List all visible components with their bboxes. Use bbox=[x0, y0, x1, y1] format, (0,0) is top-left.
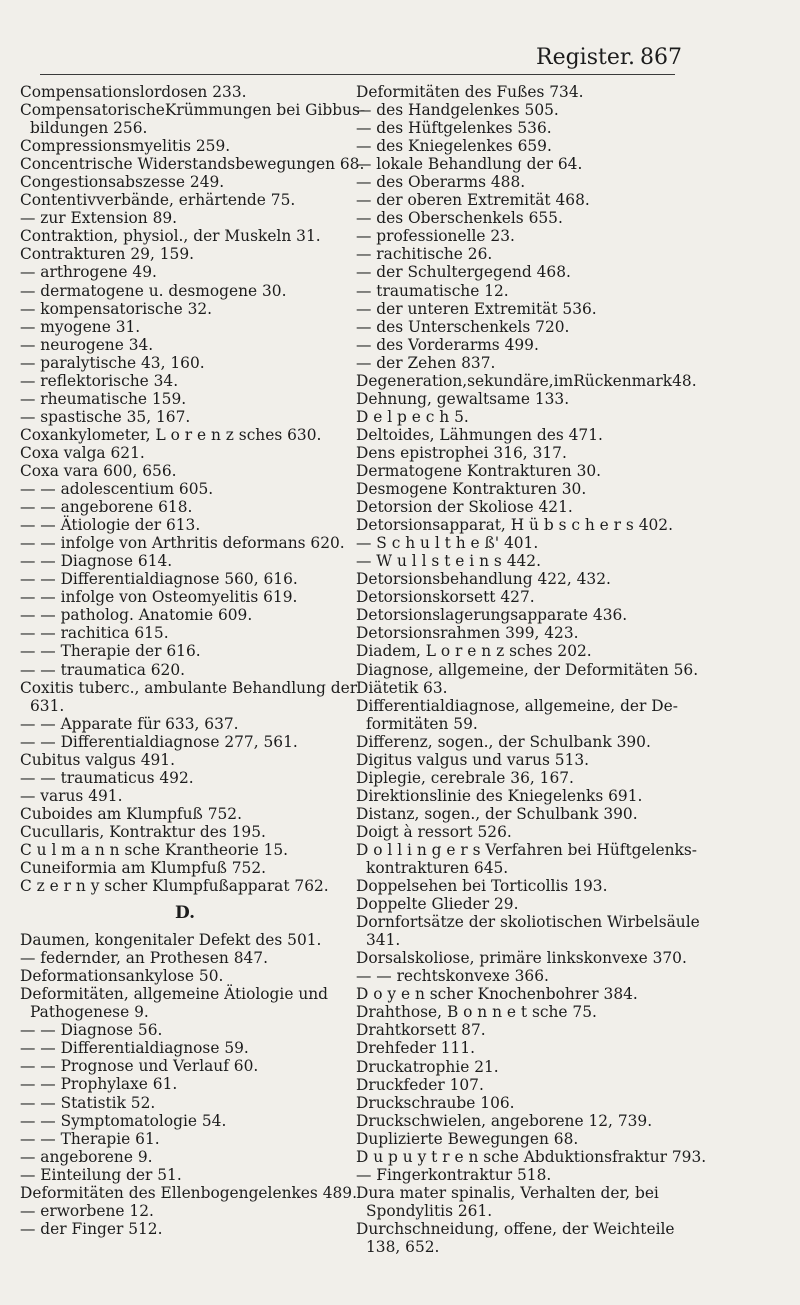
index-entry: Detorsionsrahmen 399, 423. bbox=[356, 624, 579, 643]
index-entry: Differentialdiagnose, allgemeine, der De- bbox=[356, 696, 678, 715]
index-entry: Doppelsehen bei Torticollis 193. bbox=[356, 877, 608, 896]
index-entry: — der Zehen 837. bbox=[356, 353, 496, 372]
index-entry: — des Handgelenkes 505. bbox=[356, 101, 559, 120]
index-entry: Diplegie, cerebrale 36, 167. bbox=[356, 768, 574, 787]
index-entry: 341. bbox=[366, 931, 401, 950]
index-entry: — lokale Behandlung der 64. bbox=[356, 155, 583, 174]
index-entry: — rachitische 26. bbox=[356, 245, 493, 264]
index-entry: Degeneration,sekundäre,imRückenmark48. bbox=[356, 371, 697, 390]
index-entry: — angeborene 9. bbox=[20, 1147, 153, 1166]
index-entry: — erworbene 12. bbox=[20, 1201, 154, 1220]
index-entry: Durchschneidung, offene, der Weichteile bbox=[356, 1219, 675, 1238]
index-entry: — — patholog. Anatomie 609. bbox=[20, 606, 253, 625]
index-entry: — — Ätiologie der 613. bbox=[20, 516, 201, 535]
index-entry: — paralytische 43, 160. bbox=[20, 353, 205, 372]
index-entry: — W u l l s t e i n s 442. bbox=[356, 552, 541, 571]
index-entry: Cuboides am Klumpfuß 752. bbox=[20, 804, 242, 823]
index-entry: Drahtkorsett 87. bbox=[356, 1021, 486, 1040]
index-entry: Differenz, sogen., der Schulbank 390. bbox=[356, 732, 651, 751]
index-entry: Concentrische Widerstandsbewegungen 68. bbox=[20, 155, 365, 174]
index-entry: — — Prophylaxe 61. bbox=[20, 1075, 178, 1094]
index-entry: — des Oberarms 488. bbox=[356, 173, 526, 192]
index-entry: Desmogene Kontrakturen 30. bbox=[356, 480, 587, 499]
index-entry: — — Symptomatologie 54. bbox=[20, 1111, 227, 1130]
index-entry: Coxa valga 621. bbox=[20, 443, 145, 462]
index-entry: Doppelte Glieder 29. bbox=[356, 895, 519, 914]
index-entry: D e l p e c h 5. bbox=[356, 407, 469, 426]
index-entry: Detorsion der Skoliose 421. bbox=[356, 498, 573, 517]
index-entry: Cucullaris, Kontraktur des 195. bbox=[20, 822, 266, 841]
index-entry: kontrakturen 645. bbox=[366, 859, 509, 878]
index-entry: — myogene 31. bbox=[20, 317, 141, 336]
index-entry: — — Diagnose 614. bbox=[20, 552, 173, 571]
index-entry: — der unteren Extremität 536. bbox=[356, 299, 597, 318]
index-entry: D o l l i n g e r s Verfahren bei Hüftgelenks- bbox=[356, 840, 697, 859]
index-entries-d bbox=[20, 931, 357, 1238]
index-entry: — — Therapie 61. bbox=[20, 1129, 160, 1148]
header-rule bbox=[40, 74, 675, 75]
index-entry: — rheumatische 159. bbox=[20, 389, 187, 408]
index-entry: Deformationsankylose 50. bbox=[20, 967, 224, 986]
page-number: 867 bbox=[640, 45, 682, 70]
index-entries-c bbox=[20, 83, 366, 896]
index-entry: Deformitäten, allgemeine Ätiologie und bbox=[20, 985, 329, 1004]
index-entry: Congestionsabszesse 249. bbox=[20, 173, 225, 192]
index-entry: Dornfortsätze der skoliotischen Wirbelsäule bbox=[356, 913, 700, 932]
index-entry: — — infolge von Arthritis deformans 620. bbox=[20, 534, 345, 553]
index-entry: 631. bbox=[30, 696, 65, 715]
index-entry: Compressionsmyelitis 259. bbox=[20, 137, 231, 156]
index-entry: CompensatorischeKrümmungen bei Gibbus- bbox=[20, 101, 366, 120]
index-entry: Druckschraube 106. bbox=[356, 1093, 515, 1112]
index-entry: — — traumatica 620. bbox=[20, 660, 186, 679]
index-entry: Drehfeder 111. bbox=[356, 1039, 475, 1058]
index-entry: — S c h u l t h e ß' 401. bbox=[356, 534, 539, 553]
index-entry: — des Kniegelenkes 659. bbox=[356, 137, 552, 156]
index-entry: Coxankylometer, L o r e n z sches 630. bbox=[20, 425, 322, 444]
index-entry: — traumatische 12. bbox=[356, 281, 509, 300]
index-entry: — — Apparate für 633, 637. bbox=[20, 714, 239, 733]
index-entry: Detorsionsbehandlung 422, 432. bbox=[356, 570, 611, 589]
index-entry: — — Therapie der 616. bbox=[20, 642, 201, 661]
index-entry: Diätetik 63. bbox=[356, 678, 448, 697]
index-entry: — — Differentialdiagnose 560, 616. bbox=[20, 570, 298, 589]
index-entry: — reflektorische 34. bbox=[20, 371, 179, 390]
index-entry: Diagnose, allgemeine, der Deformitäten 56. bbox=[356, 660, 699, 679]
index-entry: D o y e n scher Knochenbohrer 384. bbox=[356, 985, 638, 1004]
index-entry: Detorsionslagerungsapparate 436. bbox=[356, 606, 628, 625]
index-entry: Contraktion, physiol., der Muskeln 31. bbox=[20, 227, 321, 246]
index-entry: — — Differentialdiagnose 277, 561. bbox=[20, 732, 298, 751]
index-entry: Deltoides, Lähmungen des 471. bbox=[356, 425, 603, 444]
index-column-left bbox=[20, 83, 366, 1238]
index-entry: Doigt à ressort 526. bbox=[356, 822, 512, 841]
index-entry: Deformitäten des Fußes 734. bbox=[356, 83, 584, 101]
index-entry: — — adolescentium 605. bbox=[20, 480, 214, 499]
index-entry: Daumen, kongenitaler Defekt des 501. bbox=[20, 931, 322, 950]
index-entries-d-continued bbox=[356, 83, 707, 1256]
index-entry: Druckfeder 107. bbox=[356, 1075, 484, 1094]
index-entry: — — Statistik 52. bbox=[20, 1093, 156, 1112]
index-entry: — — rechtskonvexe 366. bbox=[356, 967, 549, 986]
index-entry: — der Schultergegend 468. bbox=[356, 263, 571, 282]
index-entry: Coxa vara 600, 656. bbox=[20, 461, 177, 480]
running-title: Register. bbox=[536, 45, 635, 70]
index-entry: — federnder, an Prothesen 847. bbox=[20, 949, 268, 968]
index-entry: Dermatogene Kontrakturen 30. bbox=[356, 461, 602, 480]
index-entry: — des Hüftgelenkes 536. bbox=[356, 119, 552, 138]
index-entry: — — traumaticus 492. bbox=[20, 768, 194, 787]
index-entry: Coxitis tuberc., ambulante Behandlung der bbox=[20, 678, 358, 697]
index-entry: Distanz, sogen., der Schulbank 390. bbox=[356, 804, 638, 823]
index-entry: Cuneiformia am Klumpfuß 752. bbox=[20, 859, 267, 878]
index-entry: — der Finger 512. bbox=[20, 1219, 163, 1238]
index-entry: Direktionslinie des Kniegelenks 691. bbox=[356, 786, 643, 805]
index-entry: D u p u y t r e n sche Abduktionsfraktur 793. bbox=[356, 1147, 707, 1166]
index-entry: Dura mater spinalis, Verhalten der, bei bbox=[356, 1183, 659, 1202]
page-header bbox=[0, 0, 800, 80]
index-entry: C z e r n y scher Klumpfußapparat 762. bbox=[20, 877, 329, 896]
index-entry: — kompensatorische 32. bbox=[20, 299, 213, 318]
index-entry: Druckschwielen, angeborene 12, 739. bbox=[356, 1111, 653, 1130]
index-entry: — — Prognose und Verlauf 60. bbox=[20, 1057, 259, 1076]
index-entry: Dehnung, gewaltsame 133. bbox=[356, 389, 570, 408]
index-entry: — der oberen Extremität 468. bbox=[356, 191, 590, 210]
index-entry: Druckatrophie 21. bbox=[356, 1057, 499, 1076]
index-entry: — professionelle 23. bbox=[356, 227, 515, 246]
index-entry: C u l m a n n sche Krantheorie 15. bbox=[20, 840, 289, 859]
index-entry: Spondylitis 261. bbox=[366, 1201, 493, 1220]
index-column-right bbox=[356, 83, 707, 1256]
index-entry: — des Vorderarms 499. bbox=[356, 335, 539, 354]
index-entry: 138, 652. bbox=[366, 1238, 440, 1256]
index-entry: — des Oberschenkels 655. bbox=[356, 209, 563, 228]
index-entry: — — infolge von Osteomyelitis 619. bbox=[20, 588, 298, 607]
index-entry: Pathogenese 9. bbox=[30, 1003, 149, 1022]
index-entry: Contrakturen 29, 159. bbox=[20, 245, 195, 264]
index-entry: formitäten 59. bbox=[366, 714, 478, 733]
index-entry: Deformitäten des Ellenbogengelenkes 489. bbox=[20, 1183, 357, 1202]
index-entry: Contentivverbände, erhärtende 75. bbox=[20, 191, 296, 210]
index-entry: Duplizierte Bewegungen 68. bbox=[356, 1129, 579, 1148]
index-entry: — — Differentialdiagnose 59. bbox=[20, 1039, 249, 1058]
index-entry: Detorsionsapparat, H ü b s c h e r s 402. bbox=[356, 516, 673, 535]
section-letter: D. bbox=[174, 903, 196, 924]
index-entry: Diadem, L o r e n z sches 202. bbox=[356, 642, 592, 661]
index-entry: Digitus valgus und varus 513. bbox=[356, 750, 590, 769]
index-entry: — dermatogene u. desmogene 30. bbox=[20, 281, 287, 300]
index-entry: — zur Extension 89. bbox=[20, 209, 178, 228]
index-entry: Drahthose, B o n n e t sche 75. bbox=[356, 1003, 597, 1022]
index-entry: Detorsionskorsett 427. bbox=[356, 588, 535, 607]
index-entry: bildungen 256. bbox=[30, 119, 148, 138]
index-entry: — — Diagnose 56. bbox=[20, 1021, 163, 1040]
index-entry: — varus 491. bbox=[20, 786, 123, 805]
index-entry: Cubitus valgus 491. bbox=[20, 750, 175, 769]
index-entry: — arthrogene 49. bbox=[20, 263, 157, 282]
index-entry: — Fingerkontraktur 518. bbox=[356, 1165, 552, 1184]
index-entry: — Einteilung der 51. bbox=[20, 1165, 182, 1184]
index-entry: — neurogene 34. bbox=[20, 335, 154, 354]
index-entry: Compensationslordosen 233. bbox=[20, 83, 247, 101]
index-entry: — — rachitica 615. bbox=[20, 624, 169, 643]
index-entry: Dorsalskoliose, primäre linkskonvexe 370. bbox=[356, 949, 687, 968]
index-entry: Dens epistrophei 316, 317. bbox=[356, 443, 567, 462]
index-entry: — — angeborene 618. bbox=[20, 498, 193, 517]
index-entry: — spastische 35, 167. bbox=[20, 407, 191, 426]
index-entry: — des Unterschenkels 720. bbox=[356, 317, 570, 336]
